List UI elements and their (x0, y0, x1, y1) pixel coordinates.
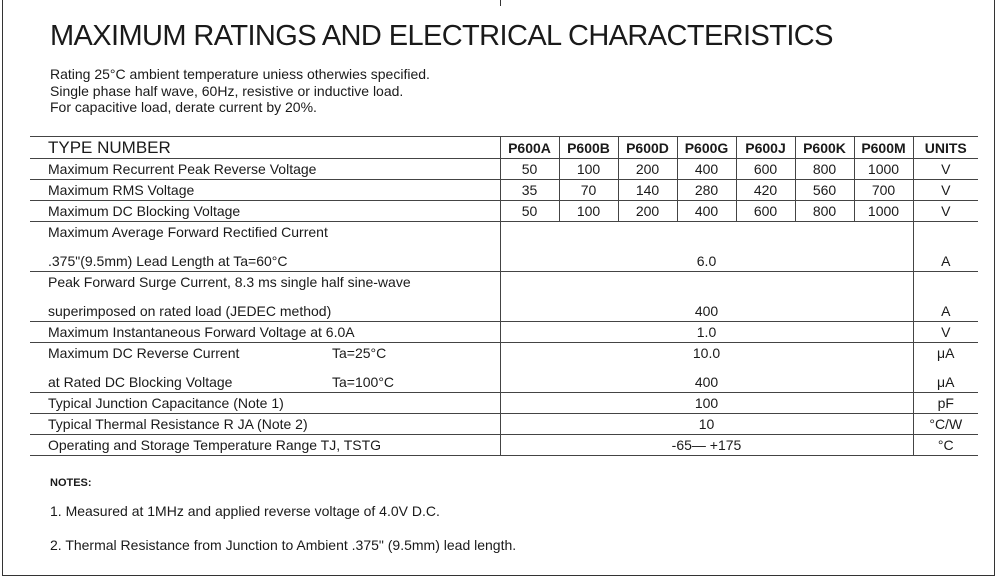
label-line: Maximum Average Forward Rectified Current (48, 224, 328, 240)
label-line: .375"(9.5mm) Lead Length at Ta=60°C (48, 253, 288, 269)
cell-value: 400 (694, 303, 719, 319)
note-item: 2. Thermal Resistance from Junction to Ambient .375" (9.5mm) lead length. (50, 537, 517, 553)
top-tick (500, 0, 501, 6)
merged-value (500, 222, 913, 272)
condition: Ta=25°C (332, 345, 387, 361)
unit-text: μA (937, 345, 955, 361)
table-row (30, 159, 978, 180)
cell-value: 420 (736, 180, 795, 201)
row-label: Operating and Storage Temperature Range TJ, TSTG (30, 435, 500, 456)
condition: Ta=100°C (332, 374, 395, 390)
cell-unit: °C/W (913, 414, 978, 435)
cell-value: 800 (795, 201, 854, 222)
label-line: Peak Forward Surge Current, 8.3 ms single half sine-wave (48, 274, 411, 290)
cell-value: 200 (618, 201, 677, 222)
row-label: Maximum Instantaneous Forward Voltage at 6.0A (30, 322, 500, 343)
merged-value (500, 343, 913, 393)
cell-unit: pF (913, 393, 978, 414)
ratings-table (30, 136, 978, 456)
cell-value: 50 (500, 201, 559, 222)
part-header: P600M (854, 137, 913, 159)
cell-unit (913, 222, 978, 272)
cell-value: 600 (736, 159, 795, 180)
units-header: UNITS (913, 137, 978, 159)
row-label: Typical Thermal Resistance R JA (Note 2) (30, 414, 500, 435)
row-label (30, 222, 500, 272)
table-row (30, 393, 978, 414)
cell-unit (913, 343, 978, 393)
notes-heading: NOTES: (50, 477, 92, 489)
intro-text (50, 66, 430, 116)
part-header: P600K (795, 137, 854, 159)
part-header: P600D (618, 137, 677, 159)
cell-value: 700 (854, 180, 913, 201)
cell-value: 100 (559, 201, 618, 222)
intro-line: For capacitive load, derate current by 20%. (50, 99, 317, 115)
cell-unit: V (913, 201, 978, 222)
cell-unit: V (913, 180, 978, 201)
cell-value: 1000 (854, 159, 913, 180)
cell-value: 100 (559, 159, 618, 180)
table-row (30, 201, 978, 222)
cell-unit: V (913, 159, 978, 180)
type-number-header: TYPE NUMBER (30, 137, 500, 159)
cell-value: 800 (795, 159, 854, 180)
intro-line: Single phase half wave, 60Hz, resistive or inductive load. (50, 82, 404, 99)
row-label: Maximum Recurrent Peak Reverse Voltage (30, 159, 500, 180)
table-row (30, 322, 978, 343)
part-header: P600B (559, 137, 618, 159)
unit-text: μA (937, 374, 955, 390)
cell-value: 1.0 (500, 322, 913, 343)
cell-value: 70 (559, 180, 618, 201)
cell-value: 600 (736, 201, 795, 222)
cell-value: 10 (500, 414, 913, 435)
row-label: Typical Junction Capacitance (Note 1) (30, 393, 500, 414)
row-label: Maximum DC Blocking Voltage (30, 201, 500, 222)
note-item: 1. Measured at 1MHz and applied reverse voltage of 4.0V D.C. (50, 503, 440, 519)
cell-value: 50 (500, 159, 559, 180)
cell-value: 400 (677, 159, 736, 180)
cell-value: 100 (500, 393, 913, 414)
cell-value: 400 (694, 374, 719, 390)
cell-value: -65— +175 (500, 435, 913, 456)
cell-value: 280 (677, 180, 736, 201)
table-row (30, 180, 978, 201)
cell-unit (913, 272, 978, 322)
table-row (30, 435, 978, 456)
intro-line: Rating 25°C ambient temperature uniess otherwies specified. (50, 66, 430, 82)
table-row (30, 414, 978, 435)
table-row (30, 272, 978, 322)
row-label: Maximum RMS Voltage (30, 180, 500, 201)
unit-text: A (941, 303, 951, 319)
cell-unit: V (913, 322, 978, 343)
label-line: superimposed on rated load (JEDEC method) (48, 303, 332, 319)
table-row (30, 343, 978, 393)
cell-value: 10.0 (692, 345, 721, 361)
row-label (30, 272, 500, 322)
page-title: MAXIMUM RATINGS AND ELECTRICAL CHARACTERISTICS (50, 20, 833, 52)
cell-value: 6.0 (696, 253, 717, 269)
part-header: P600J (736, 137, 795, 159)
header-row (30, 137, 978, 159)
cell-value: 200 (618, 159, 677, 180)
part-header: P600G (677, 137, 736, 159)
part-header: P600A (500, 137, 559, 159)
table-row (30, 222, 978, 272)
cell-value: 35 (500, 180, 559, 201)
unit-text: A (941, 253, 951, 269)
label-line: at Rated DC Blocking Voltage (48, 374, 233, 390)
row-label (30, 343, 500, 393)
cell-value: 140 (618, 180, 677, 201)
cell-value: 400 (677, 201, 736, 222)
cell-unit: °C (913, 435, 978, 456)
label-line: Maximum DC Reverse Current (48, 345, 240, 361)
merged-value (500, 272, 913, 322)
cell-value: 1000 (854, 201, 913, 222)
cell-value: 560 (795, 180, 854, 201)
